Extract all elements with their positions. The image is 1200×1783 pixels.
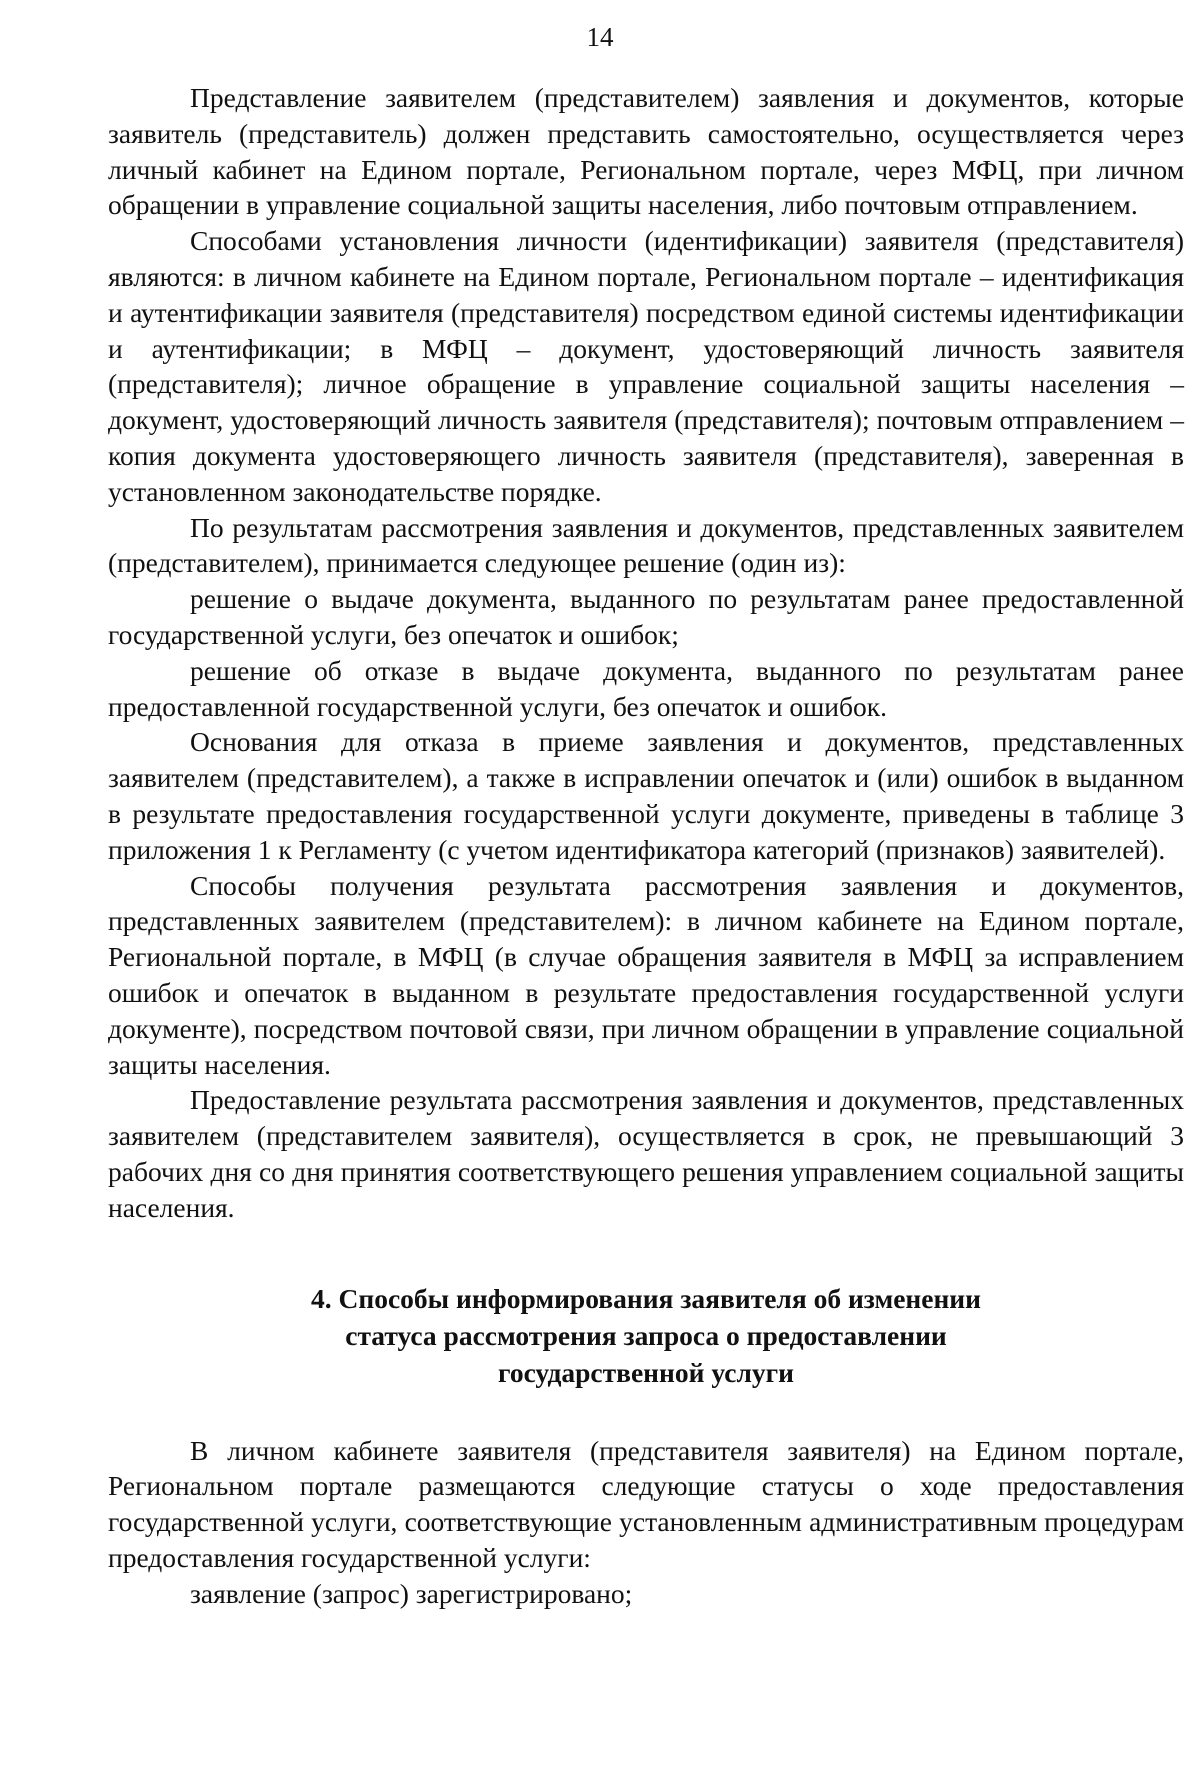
paragraph-result-methods: Способы получения результата рассмотрения заявления и документов, представленных заявителем (представителем): в личном кабинете на Едином портале, Региональной портале, в МФЦ (в случае обращения заявителя в МФЦ за исправлением ошибок и опечаток в выданном в результате предоставления государственной услуги документе), посредством почтовой связи, при личном обращении в управление социальной защиты населения. xyxy=(108,869,1184,1080)
section-heading xyxy=(108,1280,1184,1391)
paragraph-status-intro: В личном кабинете заявителя (представителя заявителя) на Едином портале, Региональном портале размещаются следующие статусы о ходе предоставления государственной услуги, соответствующие установленным административным процедурам предоставления государственной услуги: xyxy=(108,1434,1184,1573)
page-number: 14 xyxy=(586,22,614,52)
page-body xyxy=(108,80,1184,1611)
paragraph-refusal-grounds: Основания для отказа в приеме заявления и документов, представленных заявителем (представителем), а также в исправлении опечаток и (или) ошибок в выданном в результате предоставления государственной услуги документе, приведены в таблице 3 приложения 1 к Регламенту (с учетом идентификатора категорий (признаков) заявителей). xyxy=(108,726,1184,865)
section-heading-line-1: 4. Способы информирования заявителя об изменении xyxy=(310,1282,981,1314)
section-heading-line-3: государственной услуги xyxy=(498,1356,794,1388)
paragraph-decision-refusal: решение об отказе в выдаче документа, выданного по результатам ранее предоставленной государственной услуги, без опечаток и ошибок. xyxy=(108,654,1184,722)
paragraph-decision-issue: решение о выдаче документа, выданного по результатам ранее предоставленной государственной услуги, без опечаток и ошибок; xyxy=(108,583,1184,650)
paragraph-submission-methods: Представление заявителем (представителем) заявления и документов, которые заявитель (представитель) должен представить самостоятельно, осуществляется через личный кабинет на Едином портале, Региональном портале, через МФЦ, при личном обращении в управление социальной защиты населения, либо почтовым отправлением. xyxy=(108,82,1184,221)
section-heading-line-2: статуса рассмотрения запроса о предоставлении xyxy=(345,1319,947,1351)
paragraph-decision-intro: По результатам рассмотрения заявления и документов, представленных заявителем (представителем), принимается следующее решение (один из): xyxy=(108,511,1184,579)
paragraph-result-deadline: Предоставление результата рассмотрения заявления и документов, представленных заявителем (представителем заявителя), осуществляется в срок, не превышающий 3 рабочих дня со дня принятия соответствующего решения управлением социальной защиты населения. xyxy=(108,1084,1184,1223)
paragraph-status-registered: заявление (запрос) зарегистрировано; xyxy=(190,1577,633,1609)
paragraph-identification-methods: Способами установления личности (идентификации) заявителя (представителя) являются: в личном кабинете на Едином портале, Региональном портале – идентификация и аутентификации заявителя (представителя) посредством единой системы идентификации и аутентификации; в МФЦ – документ, удостоверяющий личность заявителя (представителя); личное обращение в управление социальной защиты населения – документ, удостоверяющий личность заявителя (представителя); почтовым отправлением – копия документа удостоверяющего личность заявителя (представителя), заверенная в установленном законодательстве порядке. xyxy=(108,225,1184,507)
heading-spacer xyxy=(108,1391,1184,1433)
